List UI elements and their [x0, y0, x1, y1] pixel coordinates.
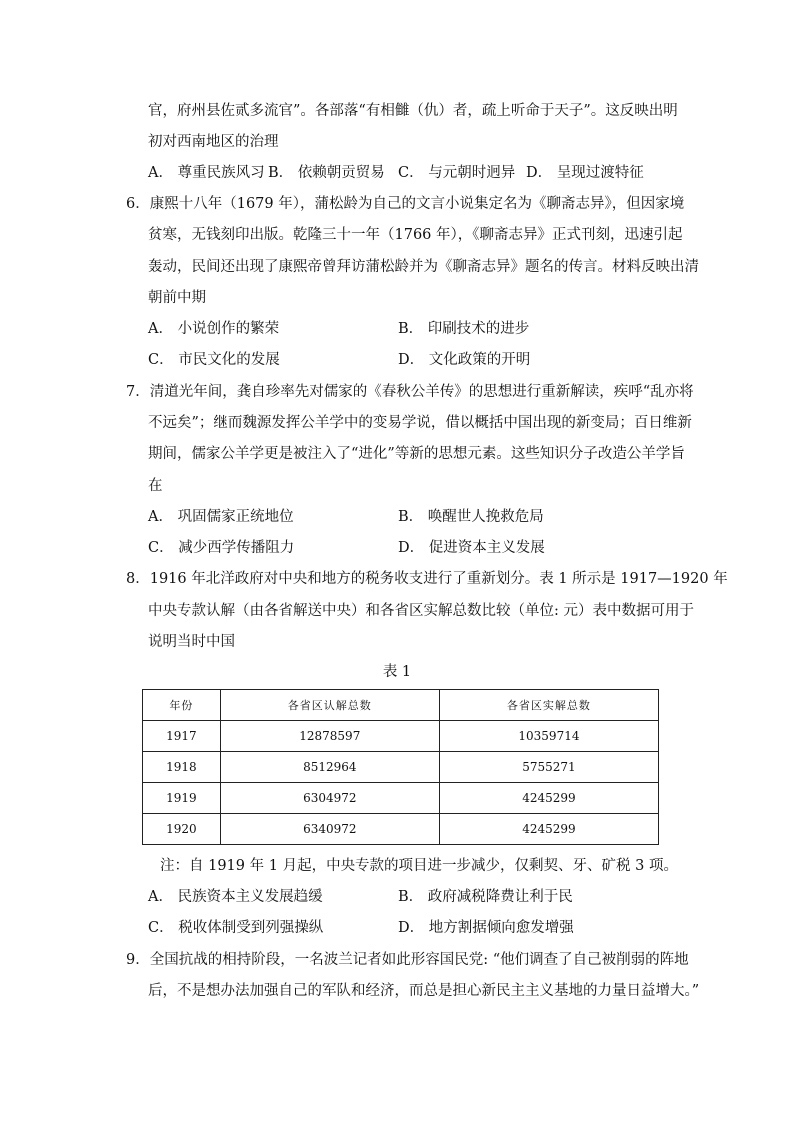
q6-option-b[interactable]: B． 印刷技术的进步 — [398, 321, 530, 337]
q8-option-c[interactable]: C． 税收体制受到列强操纵 — [148, 920, 324, 936]
q5-line-1: 官，府州县佐贰多流官”。各部落“有相雠（仇）者，疏上听命于天子”。这反映出明 — [148, 103, 678, 119]
cell-actual: 4245299 — [439, 783, 658, 814]
q7-option-a[interactable]: A． 巩固儒家正统地位 — [148, 509, 294, 525]
cell-year: 1918 — [143, 752, 221, 783]
table-row — [143, 752, 659, 783]
cell-actual: 10359714 — [439, 721, 658, 752]
q7-option-d[interactable]: D． 促进资本主义发展 — [398, 540, 545, 556]
q8-line-2: 中央专款认解（由各省解送中央）和各省区实解总数比较（单位: 元）表中数据可用于 — [148, 603, 694, 619]
table-row — [143, 814, 659, 845]
cell-pledged: 6304972 — [220, 783, 439, 814]
data-table — [142, 689, 659, 845]
col-header-year: 年份 — [143, 690, 221, 721]
q8-line-3: 说明当时中国 — [148, 634, 235, 650]
table-caption: 表 1 — [382, 664, 412, 680]
col-header-pledged: 各省区认解总数 — [220, 690, 439, 721]
q6-option-a[interactable]: A． 小说创作的繁荣 — [148, 321, 280, 337]
q7-option-b[interactable]: B． 唤醒世人挽救危局 — [398, 509, 544, 525]
cell-year: 1919 — [143, 783, 221, 814]
q5-line-2: 初对西南地区的治理 — [148, 134, 279, 150]
cell-year: 1917 — [143, 721, 221, 752]
q8-line-1: 8．1916 年北洋政府对中央和地方的税务收支进行了重新划分。表 1 所示是 1917—1920 年 — [126, 571, 728, 587]
cell-pledged: 8512964 — [220, 752, 439, 783]
q9-line-1: 9．全国抗战的相持阶段，一名波兰记者如此形容国民党: “他们调查了自己被削弱的阵地 — [126, 952, 689, 968]
table-row — [143, 783, 659, 814]
table-note: 注：自 1919 年 1 月起，中央专款的项目进一步减少，仅剩契、牙、矿税 3 项。 — [160, 858, 679, 874]
q6-option-d[interactable]: D． 文化政策的开明 — [398, 352, 531, 368]
q8-option-a[interactable]: A． 民族资本主义发展趋缓 — [148, 889, 323, 905]
q6-line-3: 轰动，民间还出现了康熙帝曾拜访蒲松龄并为《聊斋志异》题名的传言。材料反映出清 — [148, 259, 699, 275]
q7-line-4: 在 — [148, 478, 163, 494]
q5-option-c[interactable]: C． 与元朝时迥异 — [398, 165, 516, 181]
q5-option-d[interactable]: D． 呈现过渡特征 — [526, 165, 644, 181]
q5-option-b[interactable]: B． 依赖朝贡贸易 — [268, 165, 385, 181]
q8-option-b[interactable]: B． 政府减税降费让利于民 — [398, 889, 573, 905]
q6-option-c[interactable]: C． 市民文化的发展 — [148, 352, 280, 368]
q8-option-d[interactable]: D． 地方割据倾向愈发增强 — [398, 920, 574, 936]
q6-line-4: 朝前中期 — [148, 290, 206, 306]
q7-line-2: 不远矣”；继而魏源发挥公羊学中的变易学说，借以概括中国出现的新变局；百日维新 — [148, 415, 692, 431]
table-header-row — [143, 690, 659, 721]
cell-actual: 4245299 — [439, 814, 658, 845]
q6-line-1: 6．康熙十八年（1679 年），蒲松龄为自己的文言小说集定名为《聊斋志异》，但因家境 — [126, 196, 685, 212]
col-header-actual: 各省区实解总数 — [439, 690, 658, 721]
q6-line-2: 贫寒，无钱刻印出版。乾隆三十一年（1766 年），《聊斋志异》正式刊刻，迅速引起 — [148, 227, 683, 243]
cell-actual: 5755271 — [439, 752, 658, 783]
q9-line-2: 后，不是想办法加强自己的军队和经济，而总是担心新民主主义基地的力量日益增大。” — [148, 983, 700, 999]
q7-option-c[interactable]: C． 减少西学传播阻力 — [148, 540, 295, 556]
table-row — [143, 721, 659, 752]
cell-pledged: 6340972 — [220, 814, 439, 845]
q7-line-3: 期间，儒家公羊学更是被注入了“进化”等新的思想元素。这些知识分子改造公羊学旨 — [148, 446, 685, 462]
cell-year: 1920 — [143, 814, 221, 845]
q7-line-1: 7．清道光年间，龚自珍率先对儒家的《春秋公羊传》的思想进行重新解读，疾呼“乱亦将 — [126, 384, 694, 400]
q5-option-a[interactable]: A． 尊重民族风习 — [148, 165, 265, 181]
cell-pledged: 12878597 — [220, 721, 439, 752]
